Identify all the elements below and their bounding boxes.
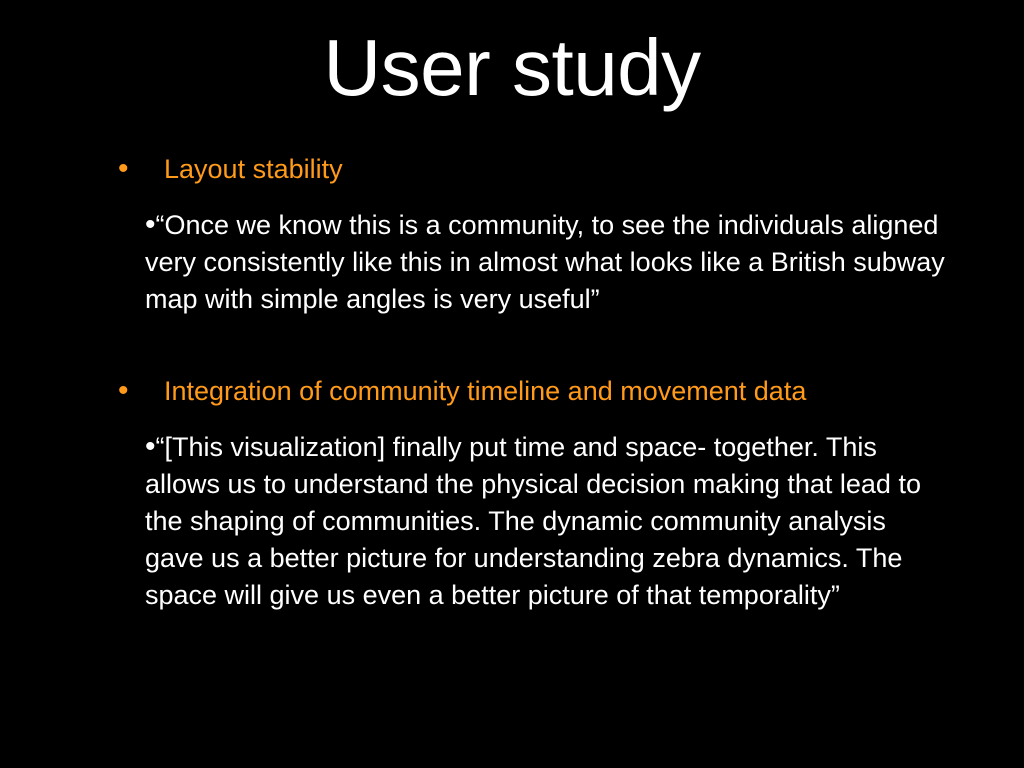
bullet-icon: • [118, 152, 129, 185]
bullet-heading-integration [118, 374, 806, 408]
heading-text: Integration of community timeline and movement data [164, 376, 807, 406]
quote-integration [145, 428, 945, 614]
slide-title: User study [323, 23, 701, 112]
quote-layout-stability [145, 206, 945, 318]
quote-text: “Once we know this is a community, to see the individuals aligned very consistently like this in almost what looks like a British subway map with simple angles is very useful” [145, 210, 945, 314]
sub-bullet-icon: • [145, 430, 156, 463]
sub-bullet-icon: • [145, 208, 156, 241]
heading-text: Layout stability [164, 154, 343, 184]
bullet-heading-layout-stability [118, 152, 343, 186]
quote-text: “[This visualization] finally put time and space- together. This allows us to understand the physical decision making that lead to the shaping of communities. The dynamic community analysis gave us a better picture for understanding zebra dynamics. The space will give us even a better picture of that temporality” [145, 432, 921, 610]
bullet-icon: • [118, 374, 129, 407]
